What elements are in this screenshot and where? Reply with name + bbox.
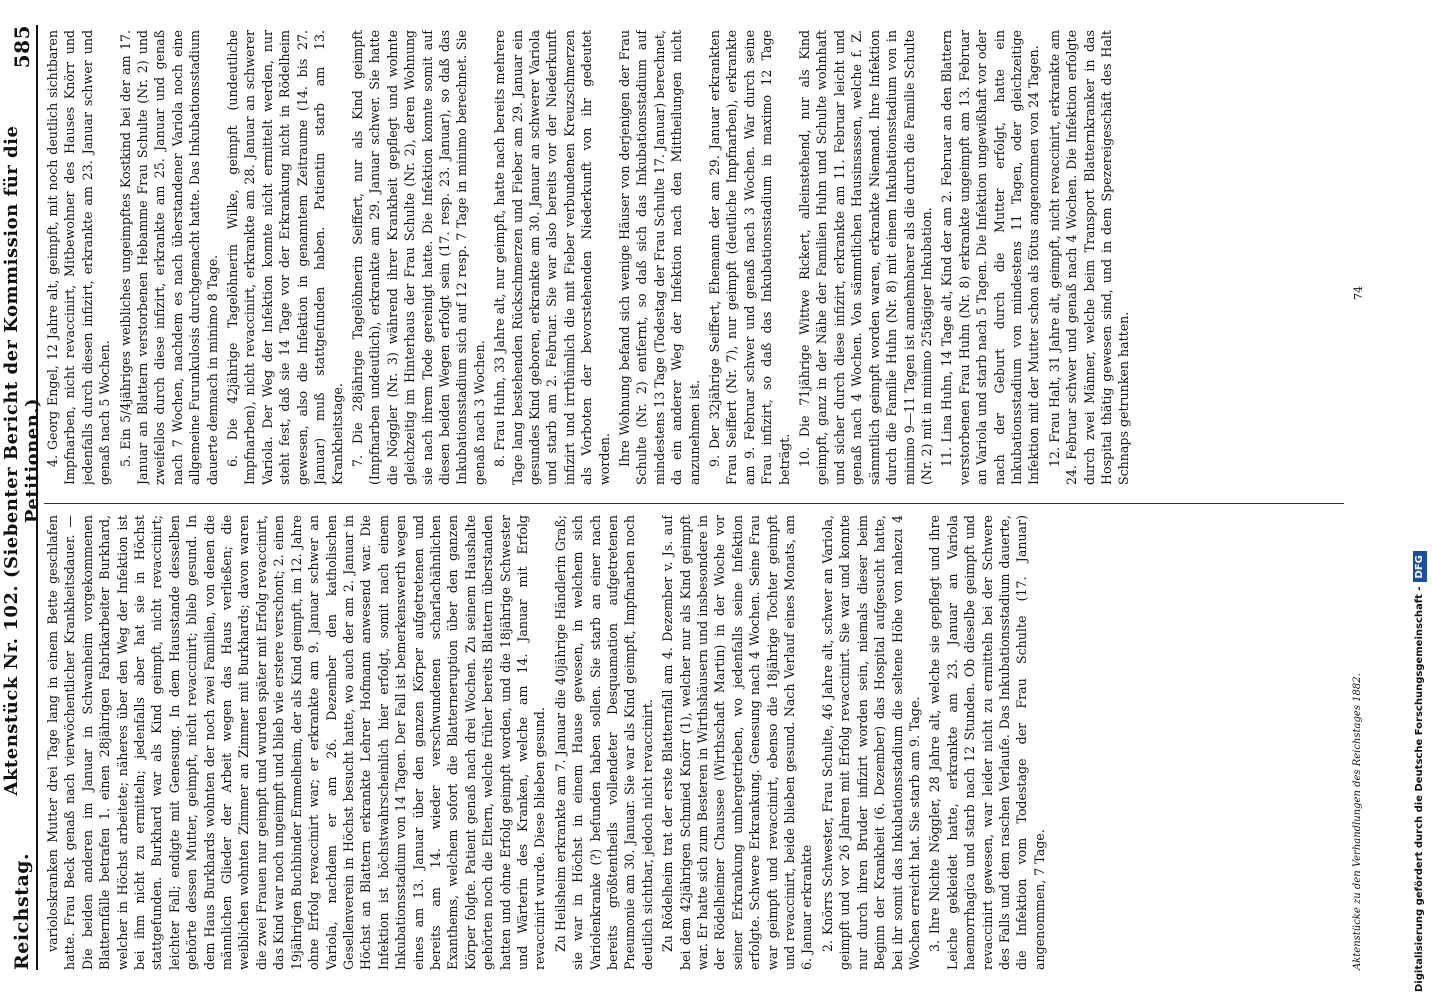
dfg-logo: DFG: [1413, 551, 1427, 582]
paragraph: 9. Der 32jährige Seiffert, Ehemann der am 29. Januar erkrankten Frau Seiffert (Nr. 7), nur geimpft (deutliche Impfnarben), erkrankte am 9. Februar schwer und genaß nach 3 Wochen. War durch seine Frau infizirt, so daß das Inkubationsstadium in maximo 12 Tage beträgt.: [707, 30, 792, 485]
paragraph: Zu Heilsheim erkrankte am 7. Januar die 40jährige Händlerin Graß; sie war in Höchst in einem Hause gewesen, in welchem sich Variolenkranke (?) befunden haben sollen. Sie starb an einer nach bereits größtentheils vollendeter Desquamation aufgetretenen Pneumonie am 30. Januar. Sie war als Kind geimpft, Impfnarben noch deutlich sichtbar, jedoch nicht revaccinirt.: [552, 515, 655, 970]
left-column: [44, 515, 1344, 970]
credit-text: Digitalisierung gefördert durch die Deutsche Forschungsgemeinschaft -: [1414, 586, 1425, 992]
paragraph: 2. Knörrs Schwester, Frau Schulte, 46 Jahre alt, schwer an Variola, geimpft und vor 26 Jahren mit Erfolg revaccinirt. Sie war und konnte nur durch ihren Bruder infizirt worden sein, niemals dieser beim Beginn der Krankheit (6. Dezember) das Hospital aufgesucht hatte, bei ihr somit das Inkubationsstadium die seltene Höhe von nahezu 4 Wochen erreicht hat. Sie starb am 9. Tage.: [819, 515, 922, 970]
page-header: [1, 25, 43, 970]
paragraph: 8. Frau Huhn, 33 Jahre alt, nur geimpft, hatte nach bereits mehrere Tage lang bestehenden Rückschmerzen und Fieber am 29. Januar ein gesundes Kind geboren, erkrankte am 30. Januar an schwerer Variola und starb am 2. Februar. Sie war also bereits vor der Niederkunft infizirt und irrthümlich die mit Fieber verbundenen Kreuzschmerzen als Vorboten der bevorstehenden Niederkunft von ihr gedeutet worden.: [492, 30, 612, 485]
header-left: Reichstag.: [11, 852, 33, 970]
paragraph: Ihre Wohnung befand sich wenige Häuser von derjenigen der Frau Schulte (Nr. 2) entfernt, so daß sich das Inkubationsstadium auf mindestens 13 Tage (Todestag der Frau Schulte 17. Januar) berechnet, da ein anderer Weg der Infektion nach den Mittheilungen nicht anzunehmen ist.: [617, 30, 702, 485]
paragraph: 10. Die 71jährige Wittwe Rickert, alleinstehend, nur als Kind geimpft, ganz in der Nähe der Familien Huhn und Schulte wohnhaft und sicher durch diese infizirt, erkrankte am 11. Februar leicht und genaß nach 4 Wochen. Von sämmtlichen Hausinsassen, welche f. Z. sämmtlich geimpft worden waren, erkrankte Niemand. Ihre Infektion durch die Familie Huhn (Nr. 8) mit einem Inkubationsstadium von in minimo 9—11 Tagen ist annehmbarer als die durch die Familie Schulte (Nr. 2) mit in minimo 25tägiger Inkubation.: [797, 30, 934, 485]
paragraph: 7. Die 28jährige Tagelöhnerin Seiffert, nur als Kind geimpft (Impfnarben undeutlich), erkrankte am 29. Januar schwer. Sie hatte die Nöggler (Nr. 3) während ihrer Krankheit gepflegt und wohnte gleichzeitig im Hinterhaus der Frau Schulte (Nr. 2), deren Wohnung sie nach ihrem Tode gereinigt hatte. Die Infektion konnte somit auf diesen beiden Wegen erfolgt sein (17. resp. 23. Januar), so daß das Inkubationsstadium sich auf 12 resp. 7 Tage in minimo berechnet. Sie genaß nach 3 Wochen.: [349, 30, 487, 485]
column-divider: [44, 503, 1344, 504]
header-title: Aktenstück Nr. 102. (Siebenter Bericht der Kommission für die Petitionen.): [1, 125, 43, 796]
footer-note: Aktenstücke zu den Verhandlungen des Reichstages 1882.: [1352, 673, 1363, 970]
page-number: 585: [10, 25, 34, 69]
paragraph: 11. Lina Huhn, 14 Tage alt, Kind der am 2. Februar an den Blattern verstorbenen Frau Huhn (Nr. 8) erkrankte ungeimpft am 13. Februar an Variola und starb nach 5 Tagen. Die Infektion ungewißhaft vor oder nach der Geburt durch die Mutter erfolgt, hatte ein Inkubationsstadium von mindestens 11 Tagen, oder gleichzeitige Infektion mit der Mutter schon als fötus angenommen von 24 Tagen.: [939, 30, 1042, 485]
paragraph: 5. Ein 5/4jähriges weibliches ungeimpftes Kostkind bei der am 17. Januar an Blattern verstorbenen Hebamme Frau Schulte (Nr. 2) und zweifellos durch diese infizirt, erkrankte am 25. Januar und genaß nach 7 Wochen, nachdem es nach überstandener Variola noch eine allgemeine Furunkulosis durchgemacht hatte. Das Inkubationsstadium dauerte demnach in minimo 8 Tage.: [117, 30, 220, 485]
paragraph: 12. Frau Halt, 31 Jahre alt, geimpft, nicht revaccinirt, erkrankte am 24. Februar schwer und genaß nach 4 Wochen. Die Infektion erfolgte durch zwei Männer, welche beim Transport Blatternkranker in das Hospital thätig gewesen sind, und in dem Spezereigeschäft des Halt Schnaps getrunken hatten.: [1046, 30, 1132, 485]
paragraph: 4. Georg Engel, 12 Jahre alt, geimpft, mit noch deutlich sichtbaren Impfnarben, nicht revaccinirt, Mitbewohner des Hauses Knörr und jedenfalls durch diesen infizirt, erkrankte am 23. Januar schwer und genaß nach 5 Wochen.: [45, 30, 113, 485]
paragraph: 3. Ihre Nichte Nöggler, 28 Jahre alt, welche sie gepflegt und ihre Leiche gekleidet hatte, erkrankte am 23. Januar an Variola haemorrhagica und starb nach 12 Stunden. Ob dieselbe geimpft und revaccinirt gewesen, war leider nicht zu ermitteln bei der Schwere des Falls und dem raschen Verlaufe. Das Inkubationsstadium dauerte, die Infektion vom Todestage der Frau Schulte (17. Januar) angenommen, 7 Tage.: [927, 515, 1047, 970]
paragraph: 6. Die 42jährige Tagelöhnerin Wilke, geimpft (undeutliche Impfnarben), nicht revaccinirt, erkrankte am 28. Januar an schwerer Variola. Der Weg der Infektion konnte nicht ermittelt werden, nur steht fest, daß sie 14 Tage vor der Erkrankung nicht in Rödelheim gewesen, also die Infektion in genanntem Zeitraume (14. bis 27. Januar) muß stattgefunden haben. Patientin starb am 13. Krankheitstage.: [225, 30, 345, 485]
sheet-number: 74: [1352, 286, 1365, 300]
right-column: [44, 30, 1344, 485]
paragraph: Zu Rödelheim trat der erste Blatternfall am 4. Dezember v. Js. auf bei dem 42jährigen Schmied Knörr (1), welcher nur als Kind geimpft war. Er hatte sich zum Besteren in Wirthshäusern und insbesondere in der Rödelheimer Chaussee (Wirthschaft Martin) in der Woche vor seiner Erkrankung umhergetrieben, wo jedenfalls seine Infektion erfolgte. Schwere Erkrankung. Genesung nach 4 Wochen. Seine Frau war geimpft und revaccinirt, ebenso die 18jährige Tochter geimpft und revaccinirt, beide blieben gesund. Nach Verlauf eines Monats, am 6. Januar erkrankte: [660, 515, 815, 970]
digitization-credit: [1408, 0, 1432, 1000]
paragraph: varioloskranken Mutter drei Tage lang in einem Bette geschlafen hatte. Frau Beck genaß nach vierwöchentlicher Krankheitsdauer. — Die beiden anderen im Januar in Schwanheim vorgekommenen Blatternfälle betrafen 1. einen 28jährigen Fabrikarbeiter Burkhard, welcher in Höchst arbeitete; näheres über den Weg der Infektion ist bei ihm nicht zu ermitteln; jedenfalls aber hat sie in Höchst stattgefunden. Burkhard war als Kind geimpft, nicht revaccinirt; leichter Fall; endigte mit Genesung. In dem Hausstande desselben gehörte dessen Mutter, geimpft, nicht revaccinirt; blieb gesund. In dem Haus Burkhards wohnten der noch zwei Familien, von denen die männlichen Glieder der Arbeit wegen das Haus verließen; die weiblichen wohnten Zimmer an Zimmer mit Burkhards; davon waren die zwei Frauen nur geimpft und wurden später mit Erfolg revaccinirt, das Kind war noch ungeimpft und blieb wie erstere verschont; 2. einen 19jährigen Buchbinder Emmelheim, der als Kind geimpft, im 12. Jahre ohne Erfolg revaccinirt war; er erkrankte am 9. Januar schwer an Variola, nachdem er am 26. Dezember den katholischen Gesellenverein in Höchst besucht hatte, wo auch der am 2. Januar in Höchst an Blattern erkrankte Lehrer Hofmann anwesend war. Die Infektion ist höchstwahrscheinlich hier erfolgt, somit nach einem Inkubationsstadium von 14 Tagen. Der Fall ist bemerkenswerth wegen eines am 13. Januar über den ganzen Körper aufgetretenen und bereits am 14. wieder verschwundenen scharlachähnlichen Exanthems, welchem sofort die Blatterneruption über den ganzen Körper folgte. Patient genaß nach drei Wochen. Zu seinem Haushalte gehörten noch die Eltern, welche früher bereits Blattern überstanden hatten und ohne Erfolg geimpft worden, und die 18jährige Schwester und Wärterin des Kranken, welche am 14. Januar mit Erfolg revaccinirt wurde. Diese blieben gesund.: [45, 515, 548, 970]
